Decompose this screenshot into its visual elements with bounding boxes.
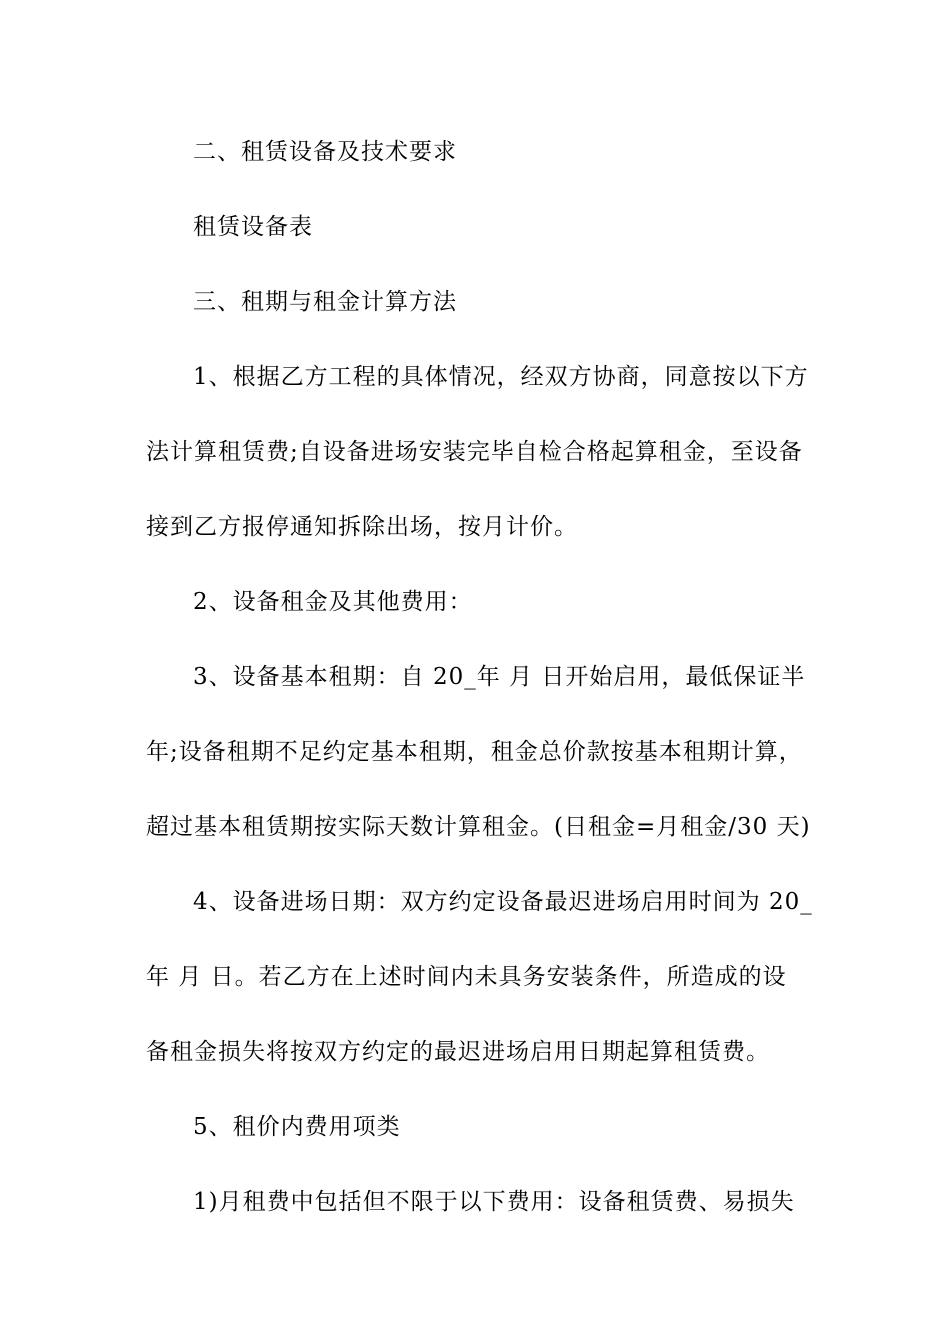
- paragraph-3-line-2: 年;设备租期不足约定基本租期，租金总价款按基本租期计算，: [146, 739, 803, 765]
- paragraph-1-line-2: 法计算租赁费;自设备进场安装完毕自检合格起算租金，至设备: [146, 439, 803, 465]
- paragraph-4-line-1: 4、设备进场日期：双方约定设备最迟进场启用时间为 20_: [193, 889, 813, 915]
- paragraph-2: 2、设备租金及其他费用：: [193, 589, 473, 615]
- table-caption: 租赁设备表: [193, 214, 313, 240]
- paragraph-3-line-1: 3、设备基本租期：自 20_年 月 日开始启用，最低保证半: [193, 664, 806, 690]
- paragraph-3-line-3: 超过基本租赁期按实际天数计算租金。(日租金=月租金/30 天): [146, 814, 811, 840]
- paragraph-1-line-3: 接到乙方报停通知拆除出场，按月计价。: [146, 514, 578, 540]
- paragraph-4-line-3: 备租金损失将按双方约定的最迟进场启用日期起算租赁费。: [146, 1039, 770, 1065]
- section-heading-2: 二、租赁设备及技术要求: [193, 139, 457, 165]
- paragraph-5: 5、租价内费用项类: [193, 1114, 401, 1140]
- section-heading-3: 三、租期与租金计算方法: [193, 289, 457, 315]
- paragraph-6-line-1: 1)月租费中包括但不限于以下费用：设备租赁费、易损失: [193, 1189, 795, 1215]
- paragraph-4-line-2: 年 月 日。若乙方在上述时间内未具务安装条件，所造成的设: [146, 964, 787, 990]
- paragraph-1-line-1: 1、根据乙方工程的具体情况，经双方协商，同意按以下方: [193, 364, 809, 390]
